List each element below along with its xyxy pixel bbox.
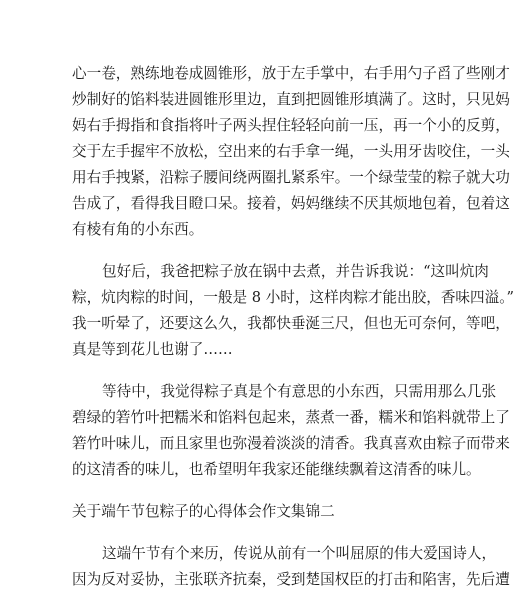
paragraph-3 — [72, 379, 510, 483]
text-line: 交于左手握牢不放松，空出来的右手拿一绳，一头用牙齿咬住，一头 — [72, 143, 510, 160]
text-line: 的这清香的味儿，也希望明年我家还能继续飘着这清香的味儿。 — [72, 461, 481, 478]
article-body — [72, 61, 514, 593]
paragraph-gap — [72, 243, 432, 259]
heading-text: 关于端午节包粽子的心得体会作文集锦二 — [72, 503, 335, 520]
text-line: 因为反对妥协，主张联齐抗秦，受到楚国权臣的打击和陷害，先后遭 — [72, 571, 510, 588]
text-line: 炒制好的馅料装进圆锥形里边，直到把圆锥形填满了。这时，只见妈 — [72, 91, 510, 108]
text-line: 碧绿的箬竹叶把糯米和馅料包起来，蒸煮一番，糯米和馅料就带上了 — [72, 409, 510, 426]
section-heading — [72, 499, 432, 525]
text-line: 这端午节有个来历，传说从前有一个叫屈原的伟大爱国诗人， — [102, 545, 497, 562]
text-line: 告成了，看得我目瞪口呆。接着，妈妈继续不厌其烦地包着，包着这 — [72, 195, 510, 212]
paragraph-1 — [72, 61, 510, 243]
paragraph-gap — [72, 363, 432, 379]
text-line: 心一卷，熟练地卷成圆锥形，放于左手掌中，右手用勺子舀了些刚才 — [72, 65, 510, 82]
text-line: 有棱有角的小东西。 — [72, 221, 204, 238]
text-line: 箬竹叶味儿，而且家里也弥漫着淡淡的清香。我真喜欢由粽子而带来 — [72, 435, 510, 452]
paragraph-gap — [72, 483, 432, 499]
text-line: 粽，炕肉粽的时间，一般是 8 小时，这样肉粽才能出胶，香味四溢。” — [72, 289, 514, 306]
text-line: 妈右手拇指和食指将叶子两头捏住轻轻向前一压，再一个小的反剪， — [72, 117, 510, 134]
paragraph-2 — [72, 259, 514, 363]
text-line: 等待中，我觉得粽子真是个有意思的小东西，只需用那么几张 — [102, 383, 497, 400]
paragraph-gap — [72, 525, 432, 541]
paragraph-5 — [72, 541, 510, 593]
text-line: 包好后，我爸把粽子放在锅中去煮，并告诉我说：“这叫炕肉 — [102, 263, 489, 280]
text-line: 真是等到花儿也谢了…… — [72, 341, 233, 358]
text-line: 用右手拽紧，沿粽子腰间绕两圈扎紧系牢。一个绿莹莹的粽子就大功 — [72, 169, 510, 186]
text-line: 我一听晕了，还要这么久，我都快垂涎三尺，但也无可奈何，等吧， — [72, 315, 510, 332]
